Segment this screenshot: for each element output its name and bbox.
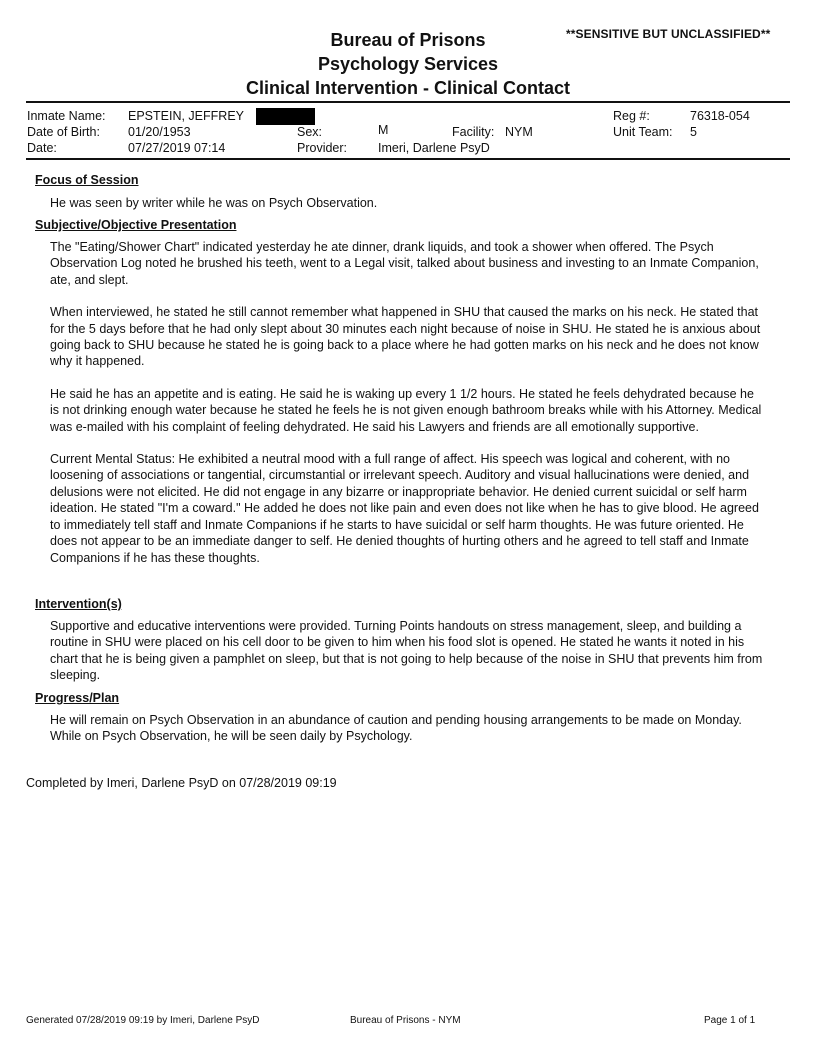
dob-value: 01/20/1953	[128, 125, 191, 139]
provider-label: Provider:	[297, 141, 348, 155]
sex-label: Sex:	[297, 125, 323, 139]
facility-label: Facility:	[452, 125, 495, 139]
plan-text: He will remain on Psych Observation in an abundance of caution and pending housing arrangements to be made on Monday. While on Psych Observation, he will be seen daily by Psychology.	[50, 713, 742, 744]
document-title-form: Clinical Intervention - Clinical Contact	[245, 78, 571, 98]
presentation-heading: Subjective/Objective Presentation	[35, 218, 237, 232]
focus-text: He was seen by writer while he was on Psych Observation.	[50, 196, 378, 210]
presentation-paragraph-1: The "Eating/Shower Chart" indicated yesterday he ate dinner, drank liquids, and took a shower when offered. The Psych Observation Log noted he brushed his teeth, went to a Legal visit, talked about business and investing to an Inmate Companion, ate, and slept.	[50, 240, 759, 287]
inmate-name-label: Inmate Name:	[27, 109, 106, 123]
intervention-text: Supportive and educative interventions were provided. Turning Points handouts on stress management, sleep, and building a routine in SHU were placed on his cell door to be given to him when his food slot is opened. He stated he wants it noted in his chart that he is being given a pamphlet on sleep, but that is not going to help because of the noise in SHU that prevents him from sleeping.	[50, 619, 763, 683]
focus-section	[35, 172, 765, 211]
header-top-rule	[26, 101, 790, 103]
facility-value: NYM	[505, 125, 533, 139]
redaction-box	[256, 108, 315, 125]
unit-team-value: 5	[690, 125, 697, 139]
reg-number-label: Reg #:	[613, 109, 650, 123]
intervention-section	[35, 596, 765, 684]
classification-marking: **SENSITIVE BUT UNCLASSIFIED**	[566, 27, 771, 41]
footer-page-number: Page 1 of 1	[704, 1015, 756, 1026]
header-bottom-rule	[26, 158, 790, 160]
reg-number-value: 76318-054	[690, 109, 750, 123]
inmate-name-value: EPSTEIN, JEFFREY	[128, 109, 244, 123]
presentation-paragraph-2: When interviewed, he stated he still cannot remember what happened in SHU that caused the marks on his neck. He stated that for the 5 days before that he had only slept about 30 minutes each night because of noise in SHU. He stated he is anxious about going back to SHU because he stated he is going back to a place where he had gotten marks on his neck and he does not know why it happened.	[50, 305, 761, 369]
dob-label: Date of Birth:	[27, 125, 100, 139]
plan-heading: Progress/Plan	[35, 691, 120, 705]
document-title-agency: Bureau of Prisons	[330, 30, 486, 50]
completed-by-line: Completed by Imeri, Darlene PsyD on 07/28/2019 09:19	[26, 776, 337, 790]
document-title-department: Psychology Services	[317, 54, 499, 74]
provider-value: Imeri, Darlene PsyD	[378, 141, 490, 155]
intervention-heading: Intervention(s)	[35, 597, 122, 611]
unit-team-label: Unit Team:	[613, 125, 673, 139]
mental-status-paragraph: Current Mental Status: He exhibited a neutral mood with a full range of affect. His speech was logical and coherent, with no loosening of associations or tangential, circumstantial or irrelevant speech. Auditory and visual hallucinations were denied, and delusions were not elicited. He did not engage in any bizarre or inappropriate behavior. He denied current suicidal or self harm ideation. He stated "I'm a coward." He added he does not like pain and even does not like when he has to give blood. He agreed to immediately tell staff and Inmate Companions if he starts to have suicidal or self harm thoughts. He was future oriented. He does not appear to be an immediate danger to self. He denied thoughts of hurting others and he agreed to tell staff and Inmate Companions if he has these thoughts.	[50, 452, 759, 565]
sex-value: M	[378, 123, 389, 137]
presentation-section	[35, 217, 765, 566]
focus-heading: Focus of Session	[35, 173, 139, 187]
plan-section	[35, 690, 765, 745]
date-value: 07/27/2019 07:14	[128, 141, 226, 155]
footer-generated: Generated 07/28/2019 09:19 by Imeri, Darlene PsyD	[26, 1015, 260, 1026]
footer-facility: Bureau of Prisons - NYM	[350, 1015, 461, 1026]
presentation-paragraph-3: He said he has an appetite and is eating. He said he is waking up every 1 1/2 hours. He stated he feels dehydrated because he is not drinking enough water because he stated he feels he is not given enough bathroom breaks while with his Attorney. Medical was e-mailed with his complaint of feeling dehydrated. He said his Lawyers and friends are all emotionally supportive.	[50, 386, 762, 434]
date-label: Date:	[27, 141, 57, 155]
